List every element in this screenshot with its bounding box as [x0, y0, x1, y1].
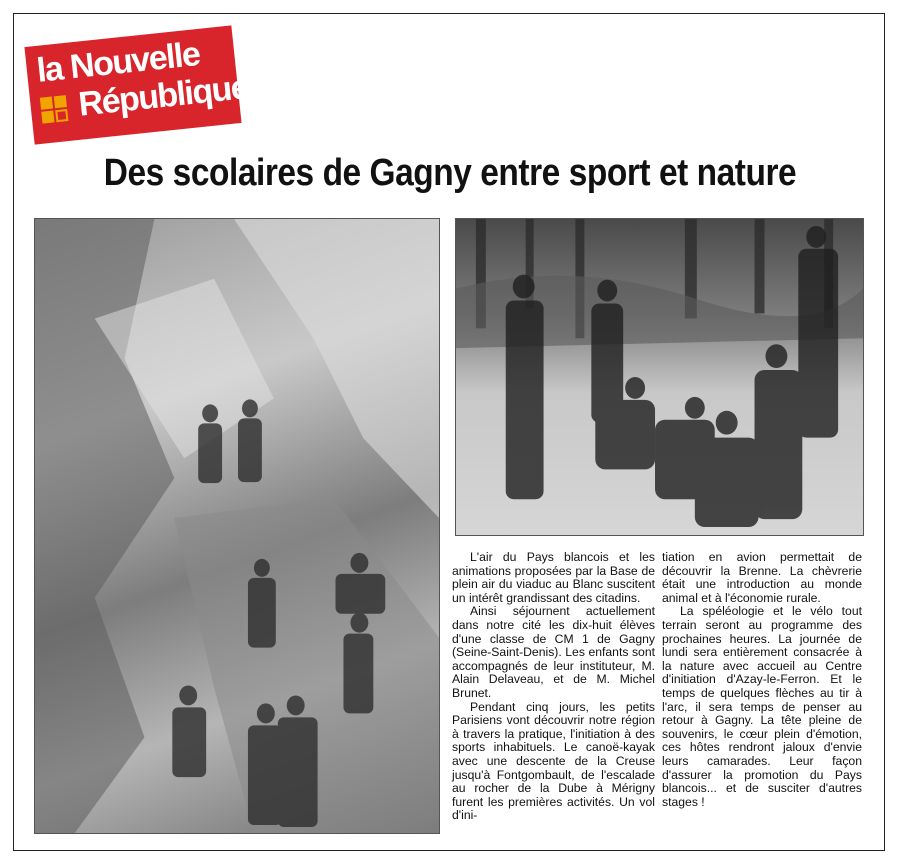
article-column-1: [452, 551, 655, 823]
logo-line-2: République: [76, 68, 250, 124]
rock-climbing-icon: [35, 219, 439, 833]
paragraph: tiation en avion permettait de découvrir la Brenne. La chèvrerie était une introduction au monde animal et à l'économie rurale.: [662, 550, 862, 605]
logo-line-1: la Nouvelle: [35, 35, 202, 90]
photo-children-outdoor: [455, 218, 864, 536]
paragraph: L'air du Pays blancois et les animations proposées par la Base de plein air du viaduc au Blanc suscitent un intérêt grandissant des citadins.: [452, 550, 655, 605]
photo-rock-climbing: [34, 218, 440, 834]
logo-squares-icon: [40, 95, 73, 128]
paragraph: La spéléologie et le vélo tout terrain seront au programme des prochaines heures. La journée de lundi sera entièrement consacrée à la nature avec accueil au Centre d'initiation d'Azay-le-Ferron. Et le temps de quelques flèches au tir à l'arc, il sera temps de penser au retour à Gagny. La tête pleine de souvenirs, le cœur plein d'émotion, ces hôtes rendront jaloux d'envie leurs camarades. Leur façon d'assurer la promotion du Pays blancois... et de susciter d'autres stages !: [662, 604, 862, 809]
article-column-2: [662, 551, 862, 809]
paragraph: Pendant cinq jours, les petits Parisiens vont découvrir notre région à travers la pratique, l'initiation à des sports inhabituels. Le canoë-kayak avec une descente de la Creuse jusqu'à Fontgombault, de l'escalade au rocher de la Dube à Mérigny furent les premières activités. Un vol d'ini-: [452, 699, 655, 823]
children-outdoor-icon: [456, 219, 863, 535]
article-headline: Des scolaires de Gagny entre sport et nature: [103, 152, 797, 194]
paragraph: Ainsi séjournent actuellement dans notre cité les dix-huit élèves d'une classe de CM 1 de Gagny (Seine-Saint-Denis). Les enfants sont accompagnés de leur instituteur, M. Alain Delaveau, et de M. Michel Brunet.: [452, 604, 655, 700]
